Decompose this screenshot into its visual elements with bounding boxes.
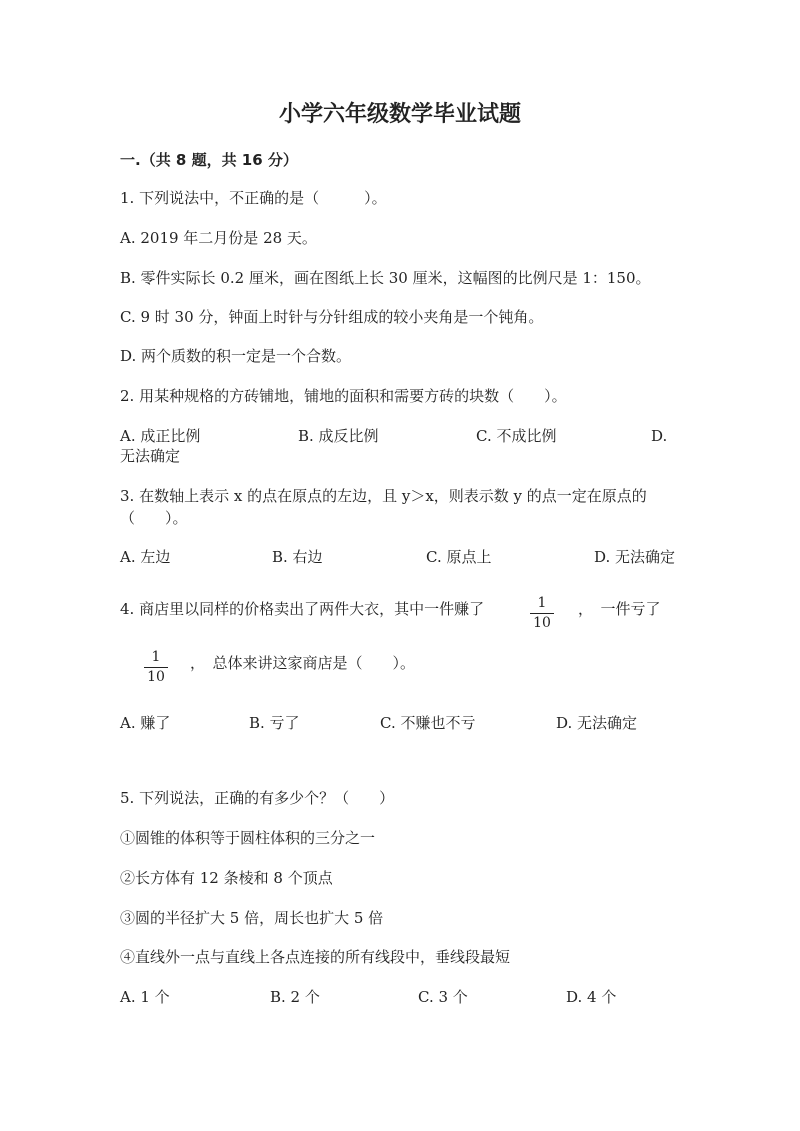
q2-option-c: C. 不成比例 — [476, 427, 557, 445]
fraction-numerator: 1 — [537, 595, 547, 611]
q5-option-c: C. 3 个 — [418, 988, 468, 1006]
q4-option-b: B. 亏了 — [249, 714, 300, 732]
fraction-bar — [530, 613, 554, 614]
q5-statement-1: ①圆锥的体积等于圆柱体积的三分之一 — [120, 829, 376, 847]
q2-option-d-prefix: D. — [651, 427, 668, 445]
q1-option-b: B. 零件实际长 0.2 厘米，画在图纸上长 30 厘米，这幅图的比例尺是 1：150。 — [120, 269, 651, 287]
q2-stem: 2. 用某种规格的方砖铺地，铺地的面积和需要方砖的块数（ ）。 — [120, 387, 567, 405]
q4-fraction-1 — [530, 595, 554, 631]
q3-stem-line2: （ ）。 — [120, 509, 188, 527]
q1-option-d: D. 两个质数的积一定是一个合数。 — [120, 347, 352, 365]
q5-option-d: D. 4 个 — [566, 988, 617, 1006]
fraction-bar — [144, 667, 168, 668]
q5-statement-2: ②长方体有 12 条棱和 8 个顶点 — [120, 869, 333, 887]
q2-option-d-text: 无法确定 — [120, 447, 181, 465]
q3-stem-line1: 3. 在数轴上表示 x 的点在原点的左边，且 y＞x，则表示数 y 的点一定在原点的 — [120, 487, 647, 505]
q4-stem-part2: ， 一件亏了 — [578, 600, 661, 618]
q5-option-b: B. 2 个 — [270, 988, 320, 1006]
section-heading: 一.（共 8 题，共 16 分） — [120, 151, 298, 169]
q1-option-a: A. 2019 年二月份是 28 天。 — [120, 229, 317, 247]
q3-option-d: D. 无法确定 — [594, 548, 676, 566]
q1-stem: 1. 下列说法中，不正确的是（ ）。 — [120, 189, 387, 207]
q5-stem: 5. 下列说法，正确的有多少个？（ ） — [120, 789, 395, 807]
fraction-numerator: 1 — [151, 649, 161, 665]
fraction-denominator: 10 — [147, 669, 165, 685]
page-title: 小学六年级数学毕业试题 — [278, 102, 521, 127]
q4-stem-part1: 4. 商店里以同样的价格卖出了两件大衣，其中一件赚了 — [120, 600, 485, 618]
q1-option-c: C. 9 时 30 分，钟面上时针与分针组成的较小夹角是一个钝角。 — [120, 308, 544, 326]
q4-fraction-2 — [144, 649, 168, 685]
q4-option-c: C. 不赚也不亏 — [380, 714, 476, 732]
q4-option-a: A. 赚了 — [120, 714, 171, 732]
q5-statement-3: ③圆的半径扩大 5 倍，周长也扩大 5 倍 — [120, 909, 384, 927]
q3-option-b: B. 右边 — [272, 548, 323, 566]
q3-option-c: C. 原点上 — [426, 548, 492, 566]
q2-option-a: A. 成正比例 — [120, 427, 201, 445]
q2-option-b: B. 成反比例 — [298, 427, 379, 445]
fraction-denominator: 10 — [533, 615, 551, 631]
q4-stem-part3: ， 总体来讲这家商店是（ ）。 — [190, 654, 416, 672]
q5-option-a: A. 1 个 — [120, 988, 170, 1006]
q3-option-a: A. 左边 — [120, 548, 171, 566]
q5-statement-4: ④直线外一点与直线上各点连接的所有线段中，垂线段最短 — [120, 948, 511, 966]
q4-option-d: D. 无法确定 — [556, 714, 638, 732]
